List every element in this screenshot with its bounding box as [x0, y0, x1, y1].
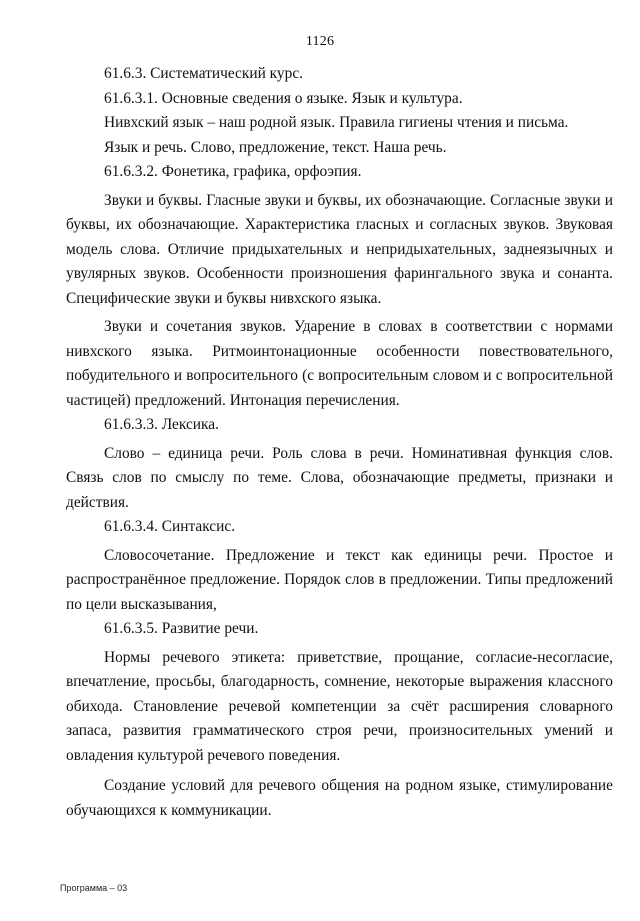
- heading-syntax: 61.6.3.4. Синтаксис.: [104, 518, 236, 535]
- heading-systematic-course: 61.6.3. Систематический курс.: [104, 65, 304, 82]
- footer-program-label: Программа – 03: [60, 883, 128, 893]
- paragraph-sounds-letters: Звуки и буквы. Гласные звуки и буквы, их обозначающие. Согласные звуки и буквы, их обозначающие. Характеристика гласных и согласных звуков. Звуковая модель слова. Отличие придыхательных и непридыхательных, заднеязычных и увулярных звуков. Особенности произношения фарингального звука и сонанта. Специфические звуки и буквы нивхского языка.: [66, 191, 613, 307]
- paragraph-speech-etiquette: Нормы речевого этикета: приветствие, прощание, согласие-несогласие, впечатление, просьбы, благодарность, сомнение, некоторые выражения классного обихода. Становление речевой компетенции за счёт расширения словарного запаса, развития грамматического строя речи, произносительных умений и овладения культурой речевого поведения.: [66, 648, 613, 764]
- paragraph-communication-conditions: Создание условий для речевого общения на родном языке, стимулирование обучающихся к коммуникации.: [66, 777, 613, 819]
- paragraph-word-unit: Слово – единица речи. Роль слова в речи. Номинативная функция слов. Связь слов по смыслу по теме. Слова, обозначающие предметы, признаки и действия.: [66, 444, 613, 511]
- paragraph-native-language: Нивхский язык – наш родной язык. Правила гигиены чтения и письма.: [104, 114, 569, 131]
- paragraph-word-combination: Словосочетание. Предложение и текст как единицы речи. Простое и распространённое предложение. Порядок слов в предложении. Типы предложений по цели высказывания,: [66, 546, 613, 613]
- heading-speech-development: 61.6.3.5. Развитие речи.: [104, 620, 259, 637]
- heading-basic-info: 61.6.3.1. Основные сведения о языке. Язык и культура.: [104, 89, 463, 107]
- paragraph-sound-combinations: Звуки и сочетания звуков. Ударение в словах в соответствии с нормами нивхского языка. Ритмоинтонационные особенности повествовательного, побудительного и вопросительного (с вопросительным словом и с вопросительной частицей) предложений. Интонация перечисления.: [66, 318, 613, 409]
- paragraph-language-speech: Язык и речь. Слово, предложение, текст. Наша речь.: [104, 138, 447, 156]
- document-body: [66, 62, 613, 823]
- heading-lexicon: 61.6.3.3. Лексика.: [104, 416, 219, 433]
- page-number: 1126: [305, 34, 335, 49]
- heading-phonetics: 61.6.3.2. Фонетика, графика, орфоэпия.: [104, 163, 362, 180]
